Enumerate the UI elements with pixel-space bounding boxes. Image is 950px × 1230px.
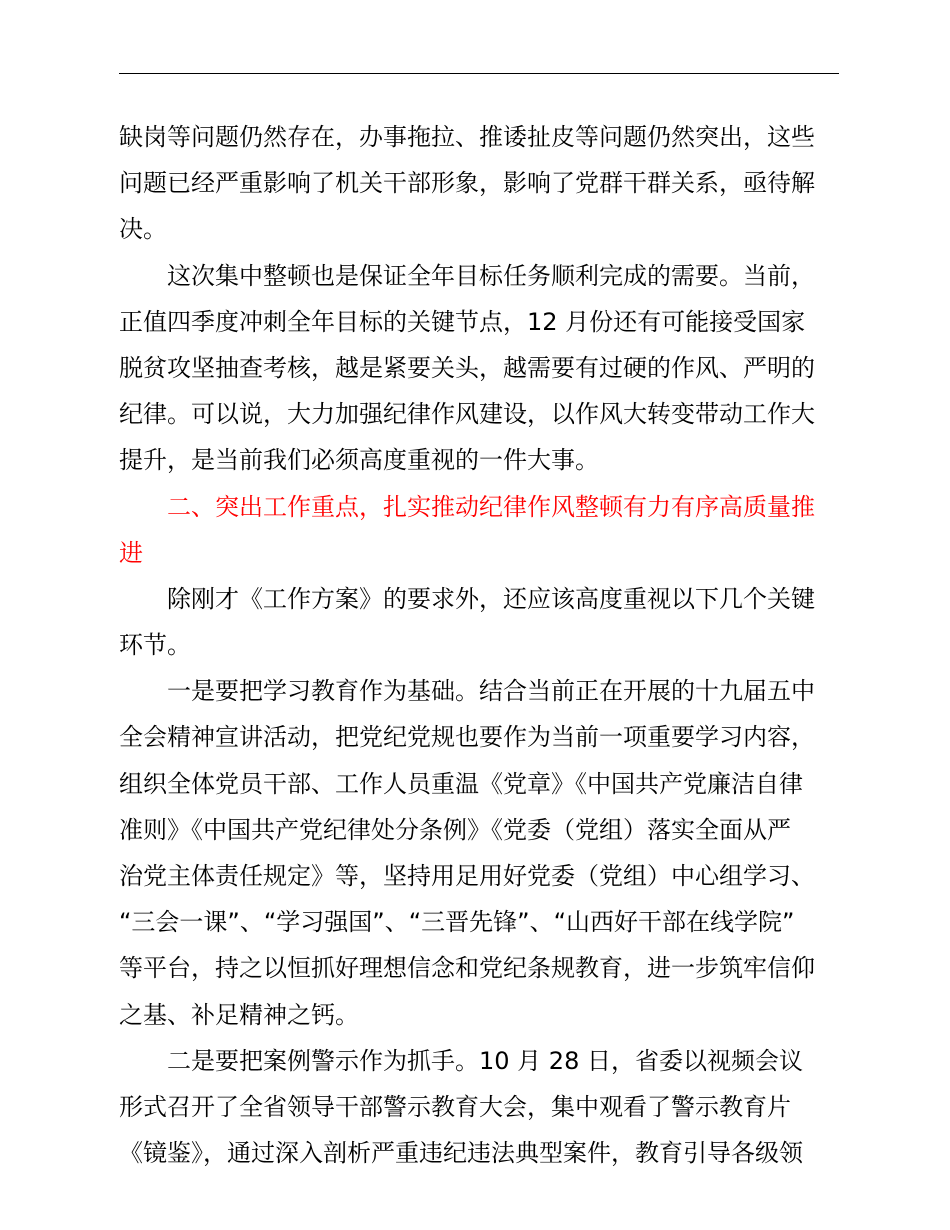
paragraph-3 bbox=[119, 576, 841, 668]
text-line: 一是要把学习教育作为基础。结合当前正在开展的十九届五中 bbox=[167, 677, 815, 706]
paragraph-4 bbox=[119, 668, 841, 1038]
text-line: 脱贫攻坚抽查考核，越是紧要关头，越需要有过硬的作风、严明的 bbox=[119, 353, 815, 382]
text-line: 全会精神宣讲活动，把党纪党规也要作为当前一项重要学习内容， bbox=[119, 723, 815, 752]
text-line: 这次集中整顿也是保证全年目标任务顺利完成的需要。当前， bbox=[167, 261, 815, 290]
paragraph-5 bbox=[119, 1038, 841, 1177]
text-line: 环节。 bbox=[119, 631, 191, 660]
document-body bbox=[119, 114, 841, 1176]
text-line: 组织全体党员干部、工作人员重温《党章》《中国共产党廉洁自律 bbox=[119, 769, 803, 798]
heading-line: 进 bbox=[119, 538, 143, 567]
text-line: 准则》《中国共产党纪律处分条例》《党委（党组）落实全面从严 bbox=[119, 815, 791, 844]
text-line: 治党主体责任规定》等，坚持用足用好党委（党组）中心组学习、 bbox=[119, 862, 815, 890]
text-line: 提升，是当前我们必须高度重视的一件大事。 bbox=[119, 446, 599, 475]
text-line: 之基、补足精神之钙。 bbox=[119, 1000, 359, 1029]
text-line: 等平台，持之以恒抓好理想信念和党纪条规教育，进一步筑牢信仰 bbox=[119, 954, 815, 983]
header-rule bbox=[119, 73, 839, 74]
text-line: 缺岗等问题仍然存在，办事拖拉、推诿扯皮等问题仍然突出，这些 bbox=[119, 123, 815, 151]
text-line: 二是要把案例警示作为抓手。10 月 28 日，省委以视频会议 bbox=[167, 1046, 803, 1075]
text-line: 《镜鉴》，通过深入剖析严重违纪违法典型案件，教育引导各级领 bbox=[119, 1139, 803, 1168]
paragraph-2 bbox=[119, 253, 841, 484]
text-line: “三会一课”、“学习强国”、“三晋先锋”、“山西好干部在线学院” bbox=[119, 908, 795, 937]
section-heading bbox=[119, 484, 841, 576]
text-line: 决。 bbox=[119, 215, 167, 244]
text-line: 除刚才《工作方案》的要求外，还应该高度重视以下几个关键 bbox=[167, 584, 815, 613]
text-line: 问题已经严重影响了机关干部形象，影响了党群干群关系，亟待解 bbox=[119, 169, 815, 198]
text-line: 正值四季度冲刺全年目标的关键节点，12 月份还有可能接受国家 bbox=[119, 307, 806, 336]
paragraph-1 bbox=[119, 114, 841, 253]
text-line: 纪律。可以说，大力加强纪律作风建设，以作风大转变带动工作大 bbox=[119, 400, 815, 429]
text-line: 形式召开了全省领导干部警示教育大会，集中观看了警示教育片 bbox=[119, 1092, 791, 1121]
heading-line: 二、突出工作重点，扎实推动纪律作风整顿有力有序高质量推 bbox=[167, 492, 815, 521]
